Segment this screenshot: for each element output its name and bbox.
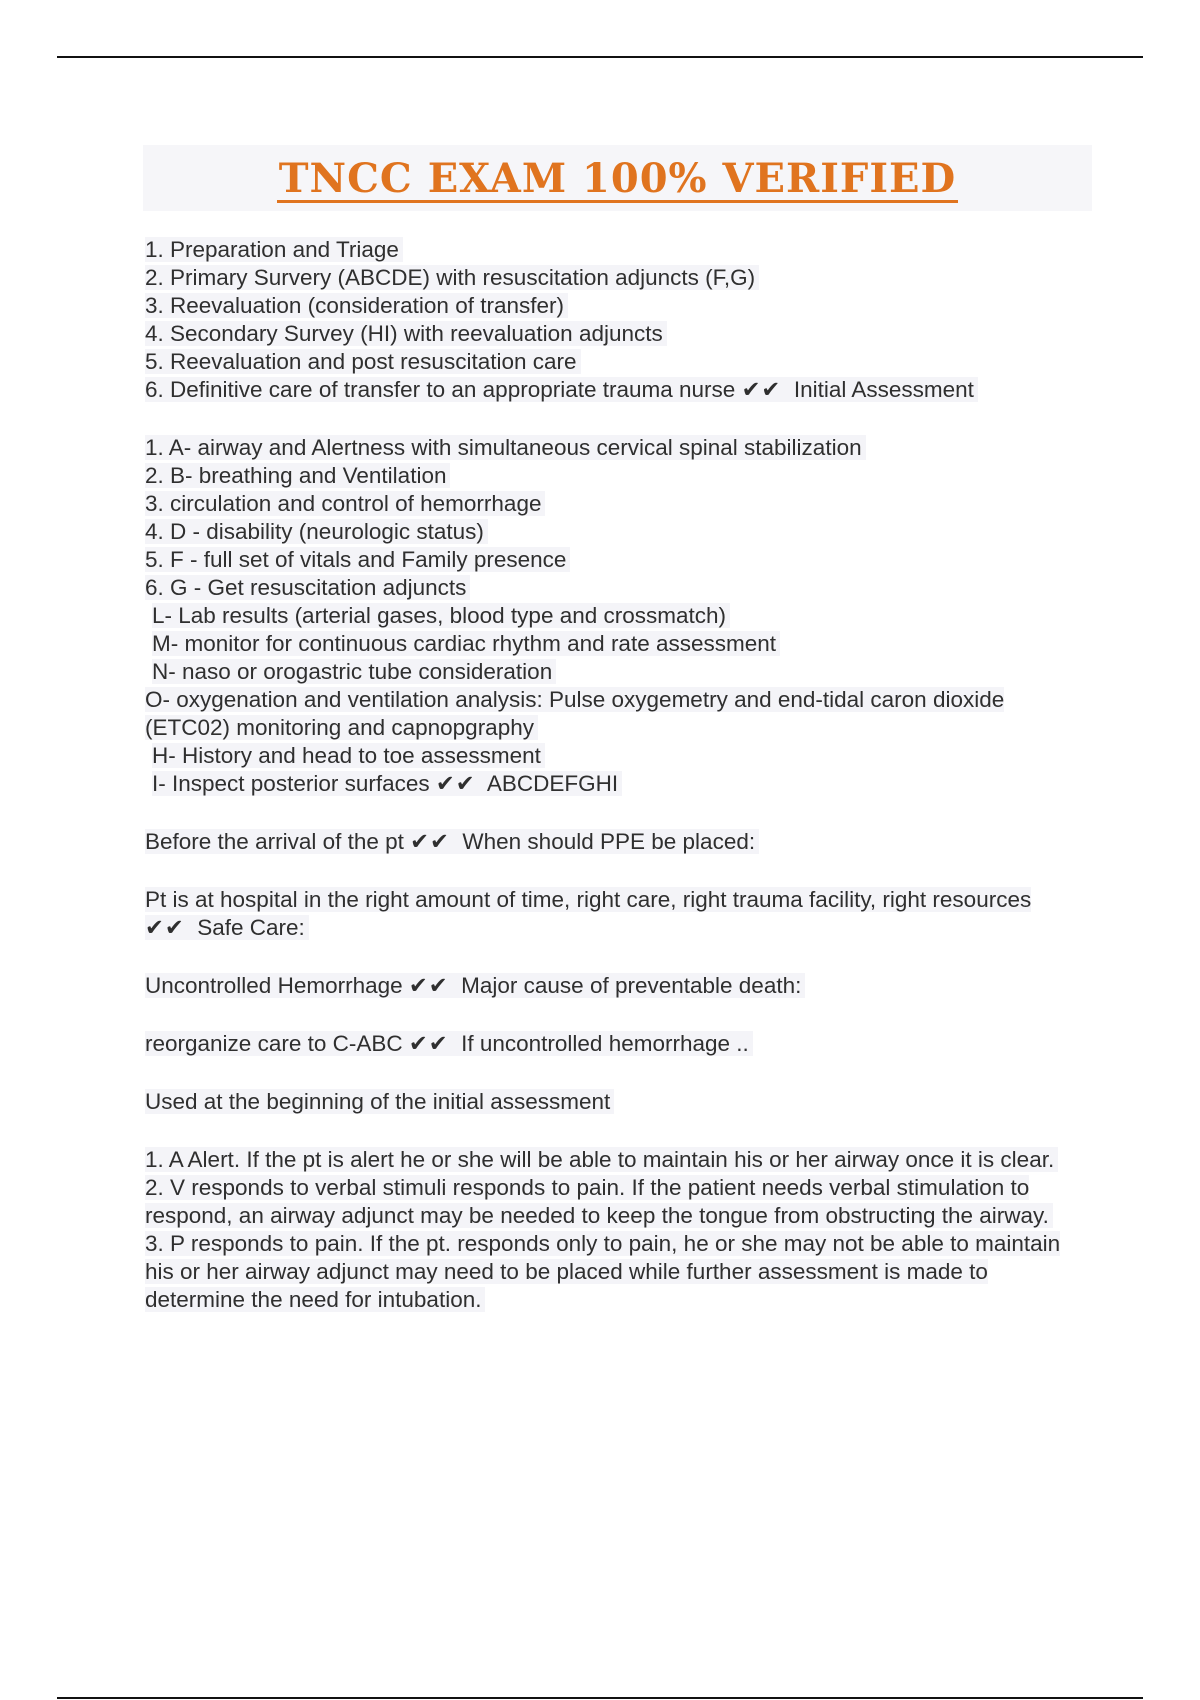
list-item: 1. Preparation and Triage bbox=[145, 236, 1080, 264]
qa-answer: If uncontrolled hemorrhage .. bbox=[461, 1031, 749, 1056]
list-item: 5. Reevaluation and post resuscitation care bbox=[145, 348, 1080, 376]
avpu-intro: Used at the beginning of the initial assessment bbox=[145, 1088, 1080, 1116]
list-item: 3. circulation and control of hemorrhage bbox=[145, 490, 1080, 518]
list-item: 2. V responds to verbal stimuli responds to pain. If the patient needs verbal stimulation to respond, an airway adjunct may be needed to keep the tongue from obstructing the airway. bbox=[145, 1174, 1080, 1230]
qa-question: Uncontrolled Hemorrhage bbox=[145, 973, 403, 998]
qa-question: Pt is at hospital in the right amount of time, right care, right trauma facility, right resources bbox=[145, 887, 1032, 912]
qa-answer: ABCDEFGHI bbox=[486, 771, 619, 796]
list-item: 1. A- airway and Alertness with simultaneous cervical spinal stabilization bbox=[145, 434, 1080, 462]
list-item: 6. G - Get resuscitation adjuncts bbox=[145, 574, 1080, 602]
list-item: L- Lab results (arterial gases, blood type and crossmatch) bbox=[145, 602, 1080, 630]
checkmarks: ✔✔ bbox=[741, 377, 782, 402]
top-rule bbox=[57, 56, 1143, 58]
list-item: M- monitor for continuous cardiac rhythm and rate assessment bbox=[145, 630, 1080, 658]
qa-item bbox=[145, 972, 1080, 1000]
qa-item bbox=[145, 1030, 1080, 1058]
checkmarks: ✔✔ bbox=[408, 1031, 449, 1056]
list-item bbox=[145, 770, 1080, 798]
list-item: 3. P responds to pain. If the pt. responds only to pain, he or she may not be able to maintain his or her airway adjunct may need to be placed while further assessment is made to determine the need for intubation. bbox=[145, 1231, 1061, 1312]
qa-answer: When should PPE be placed: bbox=[462, 829, 756, 854]
list-item: 2. B- breathing and Ventilation bbox=[145, 462, 1080, 490]
title-band bbox=[143, 145, 1092, 211]
qa-question: 6. Definitive care of transfer to an appropriate trauma nurse bbox=[145, 377, 736, 402]
checkmarks: ✔✔ bbox=[408, 973, 449, 998]
checkmarks: ✔✔ bbox=[410, 829, 450, 854]
qa-answer: Major cause of preventable death: bbox=[461, 973, 802, 998]
list-item: 2. Primary Survery (ABCDE) with resuscitation adjuncts (F,G) bbox=[145, 264, 1080, 292]
list-item: 1. A Alert. If the pt is alert he or she will be able to maintain his or her airway once it is clear. bbox=[145, 1146, 1080, 1174]
list-item: 4. Secondary Survey (HI) with reevaluation adjuncts bbox=[145, 320, 1080, 348]
checkmarks: ✔✔ bbox=[145, 915, 185, 940]
list-item: 3. Reevaluation (consideration of transfer) bbox=[145, 292, 1080, 320]
list-item bbox=[145, 376, 1080, 404]
qa-answer: Safe Care: bbox=[197, 915, 305, 940]
qa-item bbox=[145, 828, 1080, 856]
list-item: 5. F - full set of vitals and Family presence bbox=[145, 546, 1080, 574]
qa-item bbox=[145, 886, 1080, 942]
list-item: N- naso or orogastric tube consideration bbox=[145, 658, 1080, 686]
document-title: TNCC EXAM 100% VERIFIED bbox=[278, 155, 957, 202]
qa-answer: Initial Assessment bbox=[793, 377, 974, 402]
list-item: H- History and head to toe assessment bbox=[145, 742, 1080, 770]
document-body bbox=[145, 236, 1080, 1314]
qa-question: I- Inspect posterior surfaces bbox=[152, 771, 430, 796]
qa-question: Before the arrival of the pt bbox=[145, 829, 404, 854]
list-item: 4. D - disability (neurologic status) bbox=[145, 518, 1080, 546]
list-item: O- oxygenation and ventilation analysis: Pulse oxygemetry and end-tidal caron dioxide (ETC02) monitoring and capnopgraphy bbox=[145, 687, 1005, 740]
checkmarks: ✔✔ bbox=[435, 771, 476, 796]
qa-question: reorganize care to C-ABC bbox=[145, 1031, 403, 1056]
bottom-rule bbox=[57, 1697, 1143, 1699]
